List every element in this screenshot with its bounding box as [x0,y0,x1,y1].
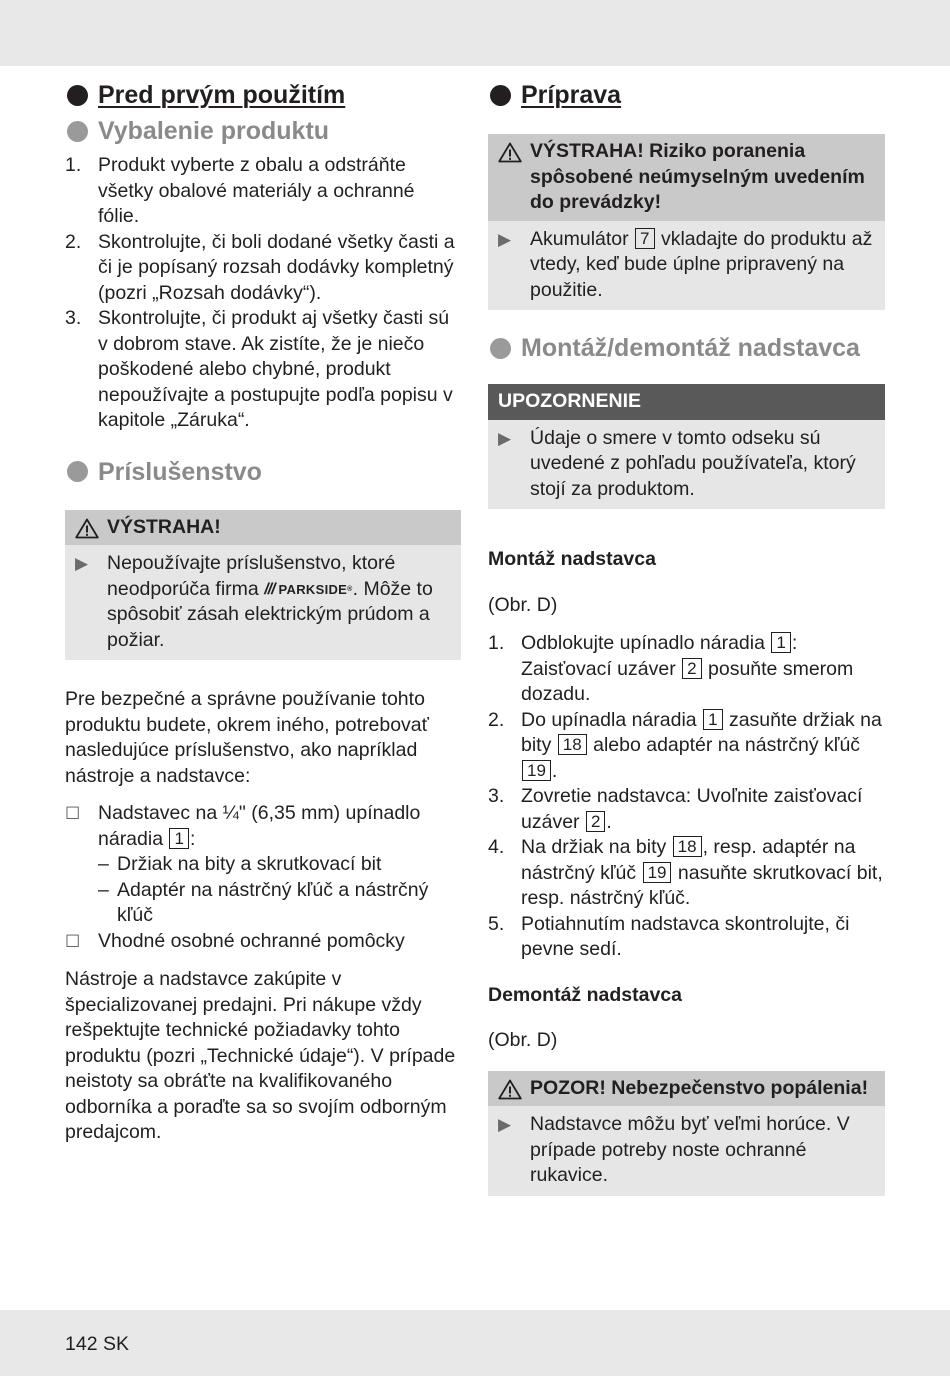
list-item: 3. Zovretie nadstavca: Uvoľnite zaisťovací uzáver 2 . [488,785,863,833]
list-item: 2. Skontrolujte, či boli dodané všetky časti a či je popísaný rozsah dodávky kompletný (pozri „Rozsah dodávky“). [65,230,455,304]
subheading-accessories: Príslušenstvo [65,455,461,489]
bullet-icon [67,461,88,482]
warning-triangle-icon [498,1076,530,1102]
part-reference: 1 [703,709,722,730]
mount-figure-ref: (Obr. D) [488,593,558,616]
accessories-intro: Pre bezpečné a správne používanie tohto produktu budete, okrem iného, potrebovať nasledujúce príslušenstvo, ako napríklad nástroje a nadstavce: [65,688,429,787]
part-reference: 2 [586,811,605,832]
sub-list-item: – Držiak na bity a skrutkovací bit [98,853,382,875]
list-item: 5. Potiahnutím nadstavca skontrolujte, či pevne sedí. [488,912,850,960]
note-box [488,384,885,509]
bullet-icon [490,85,511,106]
subheading-unpacking: Vybalenie produktu [65,114,461,148]
part-reference: 18 [673,836,702,857]
mount-steps-list [488,631,885,963]
page-number: 142 SK [65,1333,129,1355]
list-item: ☐ Vhodné osobné ochranné pomôcky [65,929,461,955]
top-bar [0,0,950,66]
part-reference: 19 [643,862,672,883]
warning-header: VÝSTRAHA! [65,510,461,546]
note-body: ▶ Údaje o smere v tomto odseku sú uvedené z pohľadu používateľa, ktorý stojí za produktom. [488,420,885,510]
footer-bar [0,1310,950,1376]
bullet-icon [67,85,88,106]
accessory-warning-box [65,510,461,661]
warning-body: ▶ Nepoužívajte príslušenstvo, ktoré neodporúča firma /// PARKSIDE ® . Môže to spôsobiť zásah elektrickým prúdom a požiar. [65,545,461,660]
warning-body: ▶ Nadstavce môžu byť veľmi horúce. V prípade potreby noste ochranné rukavice. [488,1106,885,1196]
right-column [488,78,885,1196]
section-heading-before-first-use: Pred prvým použitím [65,78,461,112]
warning-triangle-icon [75,515,107,541]
demount-figure-ref: (Obr. D) [488,1029,558,1051]
warning-triangle-icon [498,139,530,216]
parkside-logo: /// PARKSIDE ® [264,580,353,598]
list-item: 2. Do upínadla náradia 1 zasuňte držiak na bity 18 alebo adaptér na nástrčný kľúč 19 . [488,708,882,782]
play-arrow-icon: ▶ [498,229,512,249]
checkbox-icon: ☐ [65,804,81,823]
left-column [65,78,461,1146]
play-arrow-icon: ▶ [75,554,89,573]
list-item: 1. Odblokujte upínadlo náradia 1 : Zaisťovací uzáver 2 posuňte smerom dozadu. [488,632,854,705]
note-header: UPOZORNENIE [488,384,885,420]
bullet-icon [490,338,511,359]
list-item: 3. Skontrolujte, či produkt aj všetky časti sú v dobrom stave. Ak zistíte, že je niečo poškodené alebo chybné, produkt nepoužívajte a postupujte podľa popisu v kapitole „Záruka“. [65,307,453,431]
warning-body: ▶ Akumulátor 7 vkladajte do produktu až vtedy, keď bude úplne pripravený na použitie. [488,221,885,311]
part-reference: 1 [771,632,790,653]
warning-header: POZOR! Nebezpečenstvo popálenia! [488,1071,885,1107]
burn-warning-box [488,1071,885,1196]
part-reference: 2 [682,658,701,679]
demount-title: Demontáž nadstavca [488,983,682,1006]
checkbox-icon: ☐ [65,931,81,951]
accessory-sub-list [98,852,461,929]
list-item: 1. Produkt vyberte z obalu a odstráňte všetky obalové materiály a ochranné fólie. [65,154,415,227]
accessories-closing-text: Nástroje a nadstavce zakúpite v špecializovanej predajni. Pri nákupe vždy rešpektujte technické požiadavky tohto produktu (pozri „Technické údaje“). V prípade neistoty sa obráťte na kvalifikovaného odborníka a poraďte sa so svojím odborným predajcom. [65,968,456,1143]
play-arrow-icon: ▶ [498,428,512,448]
part-reference: 19 [522,760,551,781]
unpack-steps-list [65,153,461,434]
subheading-mount-demount: Montáž/demontáž nadstavca [488,331,885,365]
bullet-icon [67,121,88,142]
list-item: 4. Na držiak na bity 18 , resp. adaptér na nástrčný kľúč 19 nasuňte skrutkovací bit, resp. nástrčný kľúč. [488,836,883,909]
mount-title: Montáž nadstavca [488,548,656,570]
list-item: ☐ Nadstavec na ¼" (6,35 mm) upínadlo náradia 1 : – Držiak na bity a skrutkovací bit – Adaptér na nástrčný kľúč a nástrčný kľúč [65,801,461,929]
warning-header: VÝSTRAHA! Riziko poranenia spôsobené neúmyselným uvedením do prevádzky! [488,134,885,221]
section-heading-preparation: Príprava [488,78,885,112]
play-arrow-icon: ▶ [498,1115,512,1134]
accessories-list [65,801,461,954]
part-reference: 18 [558,734,587,755]
sub-list-item: – Adaptér na nástrčný kľúč a nástrčný kľúč [98,878,429,926]
injury-warning-box [488,134,885,310]
